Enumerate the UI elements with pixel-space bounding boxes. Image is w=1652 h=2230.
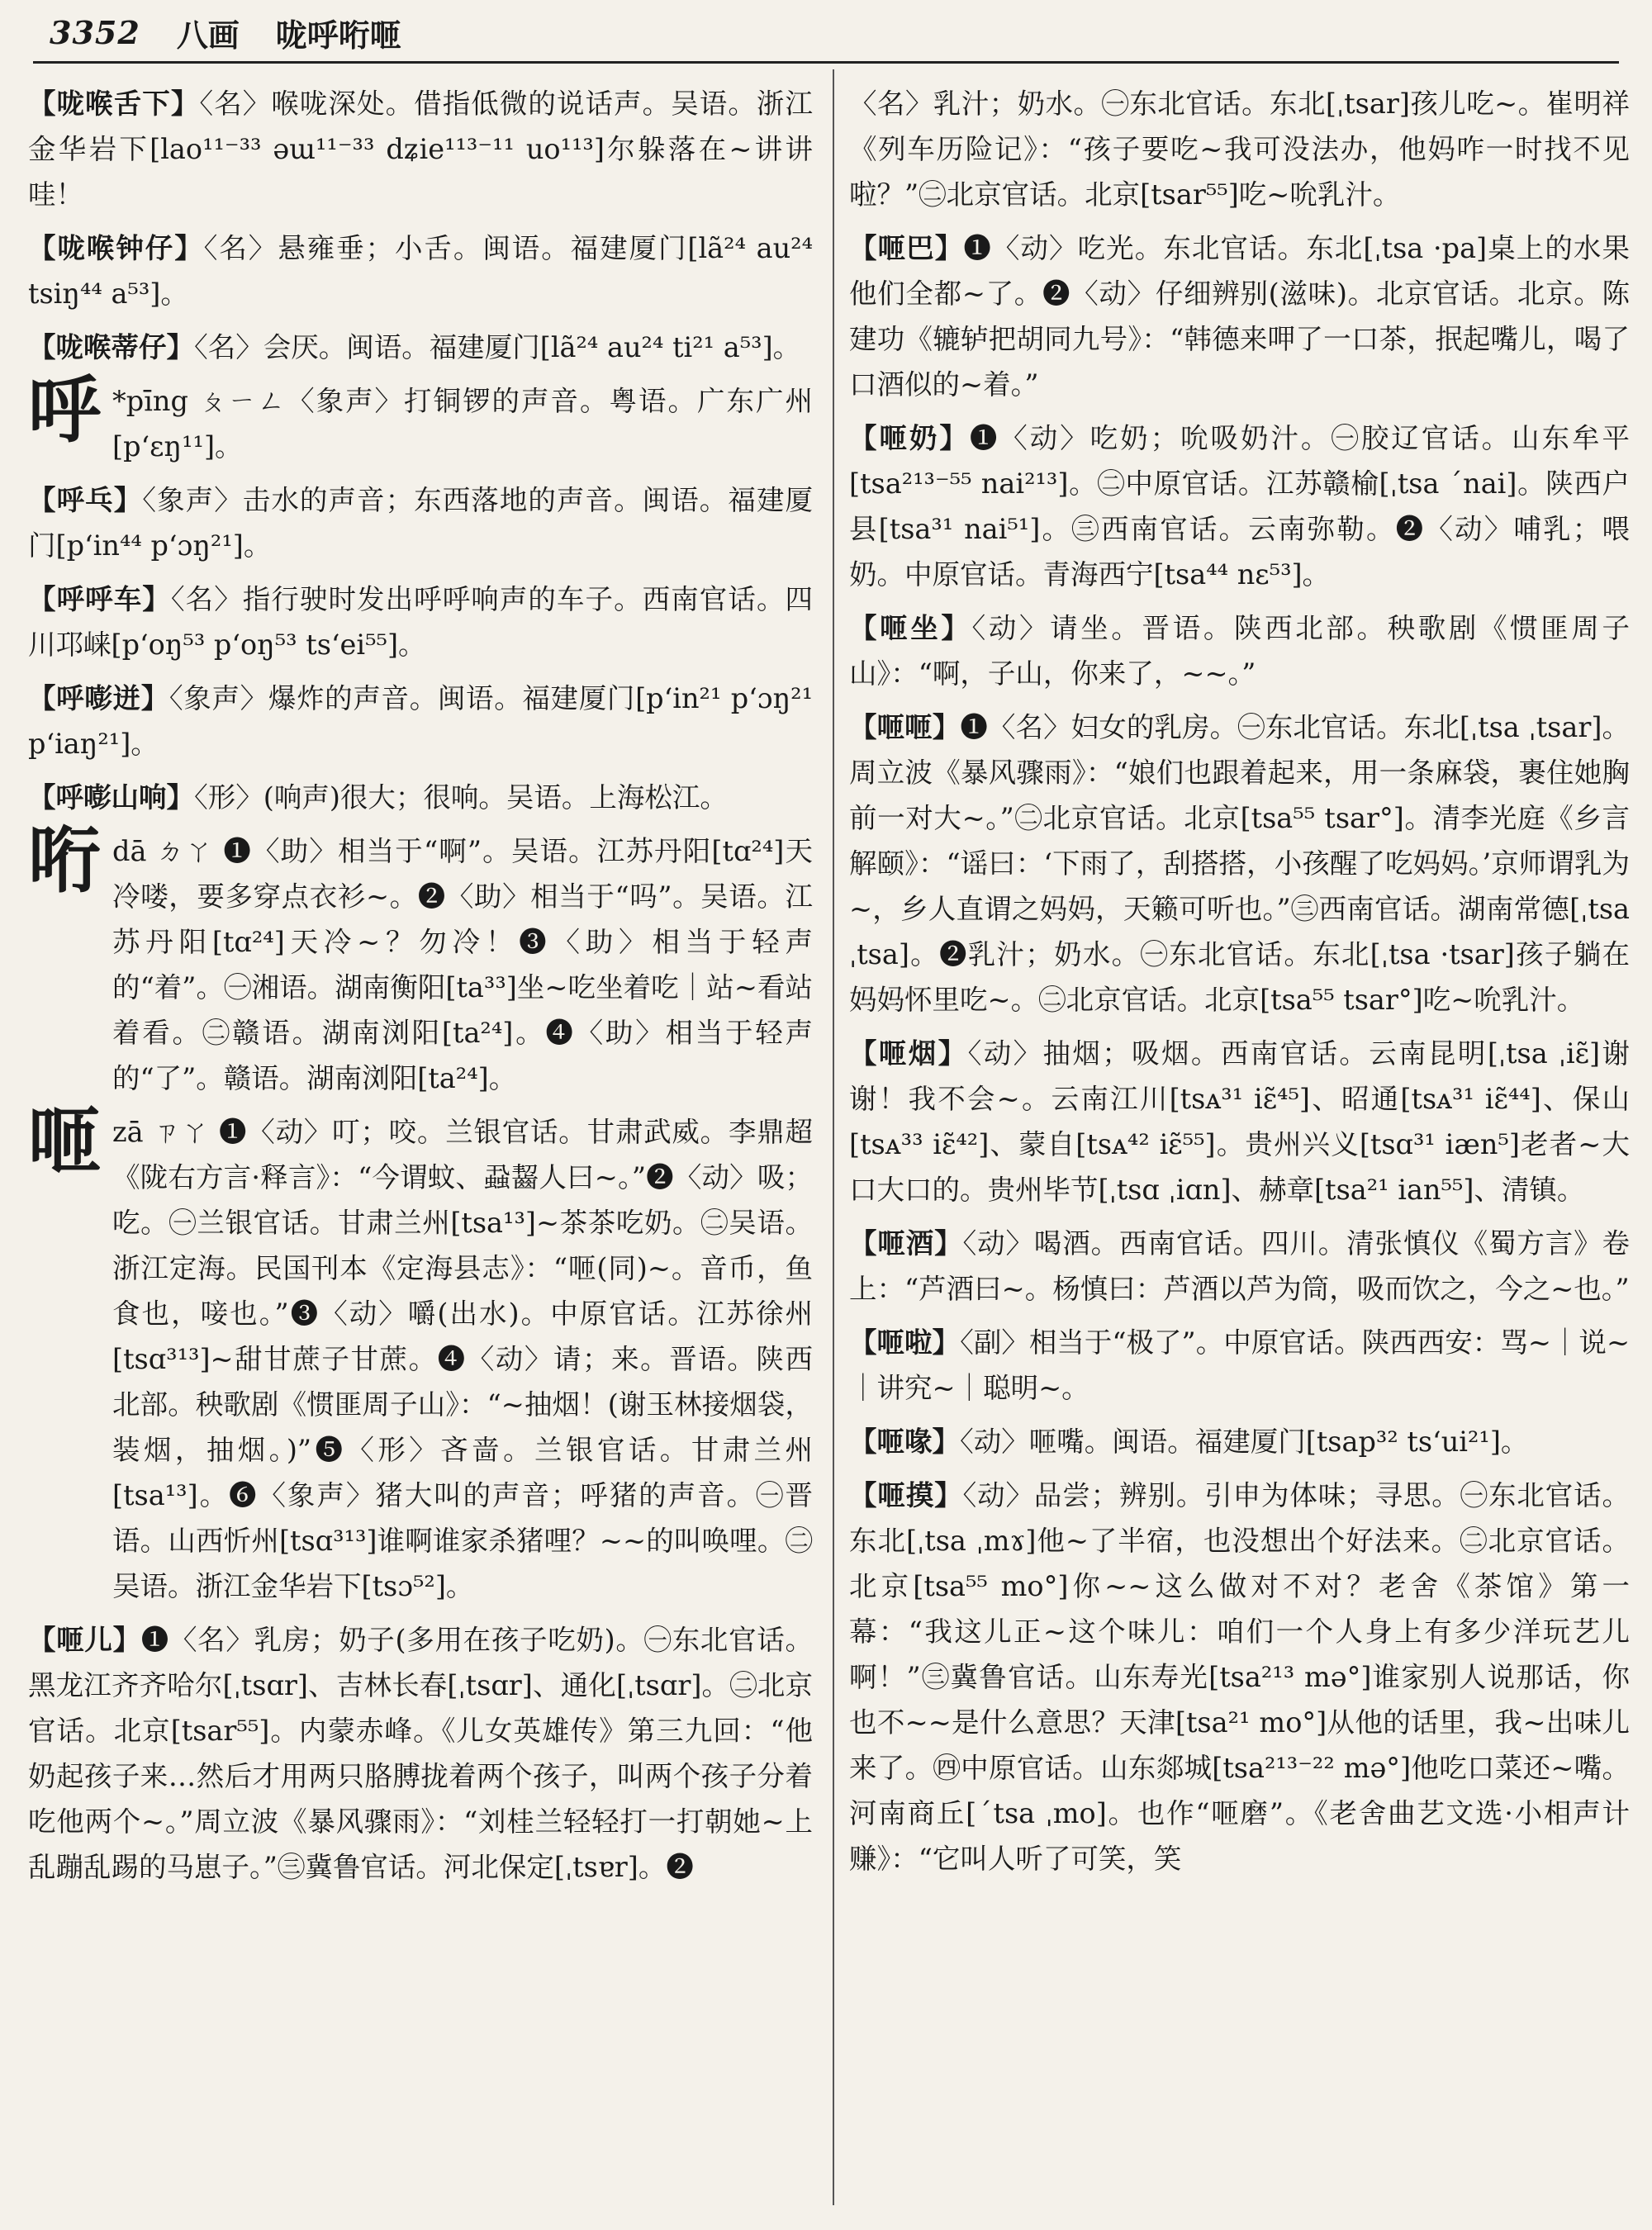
continued-definition: 〈名〉乳汁；奶水。㊀东北官话。东北[ˌtsar]孩儿吃~。崔明祥《列车历险记》：“孩子要吃~我可没法办，他妈咋一时找不见啦？”㊁北京官话。北京[tsar⁵⁵]吃~吮乳汁。 [849,88,1630,211]
entry [28,325,813,370]
entry [28,676,813,766]
entry-headword: 【咂奶】 [849,422,970,454]
entry-headword: 【咂儿】 [28,1624,141,1656]
entry-headword: 【呼呼车】 [28,583,171,615]
entry [849,225,1630,407]
entry-headword: 【咂喙】 [849,1426,960,1458]
entry-headword: 【咂酒】 [849,1227,963,1260]
column-divider [833,69,834,2205]
entry [849,1031,1630,1212]
entry-definition: 〈象声〉爆炸的声音。闽语。福建厦门[pʻin²¹ pʻɔŋ²¹ pʻiaŋ²¹]。 [28,682,813,760]
section-label: 八画 [176,16,240,54]
entry [849,705,1630,1022]
entry-definition: 〈名〉指行驶时发出呼呼响声的车子。西南官话。四川邛崃[pʻoŋ⁵³ pʻoŋ⁵³ tsʻei⁵⁵]。 [28,583,813,661]
entry-definition: *pīng ㄆㄧㄥ〈象声〉打铜锣的声音。粤语。广东广州[pʻɛŋ¹¹]。 [112,385,813,463]
entry [849,605,1630,696]
left-column [28,81,813,2220]
header-rule [33,61,1619,64]
entry [28,1617,813,1890]
entry-headword: 【呼嘭山响】 [28,781,194,814]
entry-headword: 【咙喉钟仔】 [28,232,204,264]
entry [28,775,813,820]
entry [28,225,813,316]
head-character-entry [28,1098,813,1609]
entry-headword: 【咂啦】 [849,1326,961,1359]
entry-definition: 〈动〉喝酒。西南官话。四川。清张慎仪《蜀方言》卷上：“芦酒曰~。杨慎曰：芦酒以芦为筒，吸而饮之，今之~也。” [849,1227,1630,1305]
entry-definition: 〈形〉(响声)很大；很响。吴语。上海松江。 [194,781,728,814]
entry-definition: 〈名〉喉咙深处。借指低微的说话声。吴语。浙江金华岩下[lao¹¹⁻³³ əɯ¹¹⁻³³ dʑie¹¹³⁻¹¹ uo¹¹³]尔躲落在~讲讲哇！ [28,88,813,211]
entry [849,1320,1630,1411]
entry-definition: 〈名〉会厌。闽语。福建厦门[lã²⁴ au²⁴ ti²¹ a⁵³]。 [194,331,801,363]
entry [849,415,1630,597]
entry [28,477,813,568]
entry-definition: 〈名〉悬雍垂；小舌。闽语。福建厦门[lã²⁴ au²⁴ tsiŋ⁴⁴ a⁵³]。 [28,232,813,310]
entry [28,81,813,217]
entry-definition: dā ㄉㄚ ❶〈助〉相当于“啊”。吴语。江苏丹阳[tɑ²⁴]天冷喽，要多穿点衣衫~。❷〈助〉相当于“吗”。吴语。江苏丹阳[tɑ²⁴]天冷~？勿冷！❸〈助〉相当于轻声的“着”。㊀湘语。湖南衡阳[ta³³]坐~吃坐着吃｜站~看站着看。㊁赣语。湖南浏阳[ta²⁴]。❹〈助〉相当于轻声的“了”。赣语。湖南浏阳[ta²⁴]。 [112,835,813,1094]
head-character-entry [28,367,813,469]
entry [849,1419,1630,1464]
entry-headword: 【咂咂】 [849,711,961,743]
entry-headword: 【呼嘭迸】 [28,682,169,714]
entry-definition: 〈动〉品尝；辨别。引申为体味；寻思。㊀东北官话。东北[ˌtsa ˌmɤ]他~了半宿，也没想出个好法来。㊁北京官话。北京[tsa⁵⁵ mo°]你~~这么做对不对？老舍《茶馆》第一幕：“我这儿正~这个味儿：咱们一个人身上有多少洋玩艺儿啊！”㊂冀鲁官话。山东寿光[tsa²¹³ mə°]谁家别人说那话，你也不~~是什么意思？天津[tsa²¹ mo°]从他的话里，我~出味儿来了。㊃中原官话。山东郯城[tsa²¹³⁻²² mə°]他吃口菜还~嘴。河南商丘[ˊtsa ˌmo]。也作“咂磨”。《老舍曲艺文选·小相声计赚》：“它叫人听了可笑，笑 [849,1479,1630,1875]
head-character-entry [28,817,813,1101]
entry-definition: 〈动〉请坐。晋语。陕西北部。秧歌剧《惯匪周子山》：“啊，子山，你来了，~~。” [849,612,1630,690]
head-character: 咂 [28,1098,102,1184]
entry-headword: 【咙喉舌下】 [28,88,200,120]
entry [28,576,813,667]
entry-headword: 【咂坐】 [849,612,972,644]
entry [849,1221,1630,1312]
entry-definition: 〈象声〉击水的声音；东西落地的声音。闽语。福建厦门[pʻin⁴⁴ pʻɔŋ²¹]。 [28,484,813,562]
entry-definition: 〈副〉相当于“极了”。中原官话。陕西西安：骂~｜说~｜讲究~｜聪明~。 [849,1326,1630,1404]
entry [849,1473,1630,1881]
page-number: 3352 [50,13,140,51]
right-column [849,81,1630,2220]
entry-headword: 【咂烟】 [849,1037,968,1070]
entry-headword: 【咂摸】 [849,1479,963,1511]
entry-definition: ❶〈动〉吃光。东北官话。东北[ˌtsa ·pa]桌上的水果他们全都~了。❷〈动〉仔细辨别(滋味)。北京官话。北京。陈建功《辘轳把胡同九号》：“韩德来呷了一口茶，抿起嘴儿，喝了口酒似的~着。” [849,232,1630,401]
page-header [50,7,1602,58]
header-keywords: 咙呼哘咂 [275,16,401,54]
entry-headword: 【咂巴】 [849,232,964,264]
entry-definition: 〈动〉抽烟；吸烟。西南官话。云南昆明[ˌtsa ˌiɛ̃]谢谢！我不会~。云南江川[tsᴀ³¹ iɛ̃⁴⁵]、昭通[tsᴀ³¹ iɛ̃⁴⁴]、保山[tsᴀ³³ iɛ̃⁴²]、蒙自[tsᴀ⁴² iɛ̃⁵⁵]。贵州兴义[tsɑ³¹ iæn⁵]老者~大口大口的。贵州毕节[ˌtsɑ ˌiɑn]、赫章[tsa²¹ ian⁵⁵]、清镇。 [849,1037,1630,1206]
entry-headword: 【呼乓】 [28,484,143,516]
entry-definition: 〈动〉咂嘴。闽语。福建厦门[tsap³² tsʻui²¹]。 [960,1426,1529,1458]
entry-definition: zā ㄗㄚ ❶〈动〉叮；咬。兰银官话。甘肃武威。李鼎超《陇右方言·释言》：“今谓蚊、蝨齧人曰~。”❷〈动〉吸；吃。㊀兰银官话。甘肃兰州[tsa¹³]~茶茶吃奶。㊁吴语。浙江定海。民国刊本《定海县志》：“咂(同)~。音币，鱼食也，唼也。”❸〈动〉嚼(出水)。中原官话。江苏徐州[tsɑ³¹³]~甜甘蔗子甘蔗。❹〈动〉请；来。晋语。陕西北部。秧歌剧《惯匪周子山》：“~抽烟！(谢玉林接烟袋，装烟，抽烟。)”❺〈形〉吝啬。兰银官话。甘肃兰州[tsa¹³]。❻〈象声〉猪大叫的声音；呼猪的声音。㊀晋语。山西忻州[tsɑ³¹³]谁啊谁家杀猪哩？~~的叫唤哩。㊁吴语。浙江金华岩下[tsɔ⁵²]。 [112,1116,813,1602]
entry-definition: ❶〈动〉吃奶；吮吸奶汁。㊀胶辽官话。山东牟平[tsa²¹³⁻⁵⁵ nai²¹³]。㊁中原官话。江苏赣榆[ˌtsa ˊnai]。陕西户县[tsa³¹ nai⁵¹]。㊂西南官话。云南弥勒。❷〈动〉哺乳；喂奶。中原官话。青海西宁[tsa⁴⁴ nɛ⁵³]。 [849,422,1630,591]
head-character: 哘 [28,817,102,903]
entry-definition: ❶〈名〉乳房；奶子(多用在孩子吃奶)。㊀东北官话。黑龙江齐齐哈尔[ˌtsɑr]、吉林长春[ˌtsɑr]、通化[ˌtsɑr]。㊁北京官话。北京[tsar⁵⁵]。内蒙赤峰。《儿女英雄传》第三九回：“他奶起孩子来…然后才用两只胳膊拢着两个孩子，叫两个孩子分着吃他两个~。”周立波《暴风骤雨》：“刘桂兰轻轻打一打朝她~上乱蹦乱踢的马崽子。”㊂冀鲁官话。河北保定[ˌtsɐr]。❷ [28,1624,813,1883]
entry-definition: ❶〈名〉妇女的乳房。㊀东北官话。东北[ˌtsa ˌtsar]。周立波《暴风骤雨》：“娘们也跟着起来，用一条麻袋，裹住她胸前一对大~。”㊁北京官话。北京[tsa⁵⁵ tsar°]。清李光庭《乡言解颐》：“谣曰：‘下雨了，刮搭搭，小孩醒了吃妈妈。’京师谓乳为~，乡人直谓之妈妈，天籁可听也。”㊂西南官话。湖南常德[ˌtsa ˌtsa]。❷乳汁；奶水。㊀东北官话。东北[ˌtsa ·tsar]孩子躺在妈妈怀里吃~。㊁北京官话。北京[tsa⁵⁵ tsar°]吃~吮乳汁。 [849,711,1630,1016]
entry-headword: 【咙喉蒂仔】 [28,331,194,363]
head-character: 呼 [28,367,102,453]
